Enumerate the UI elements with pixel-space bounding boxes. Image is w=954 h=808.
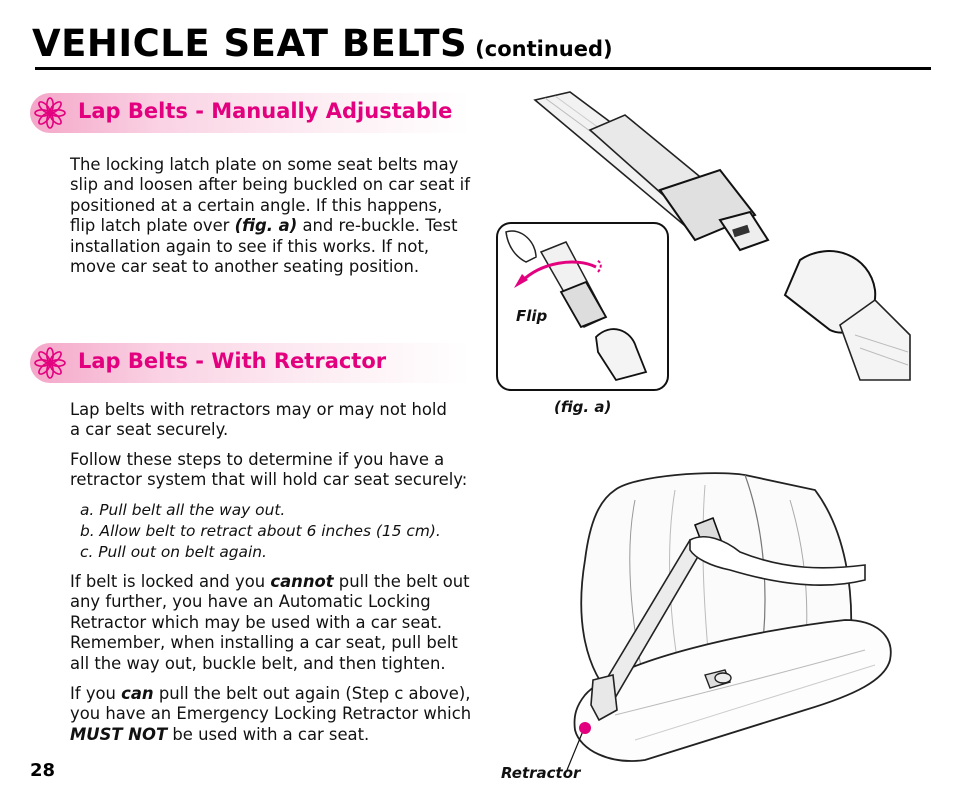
text-run: pull the belt out	[333, 572, 470, 591]
emphasis-can: can	[121, 684, 154, 703]
title-continued: (continued)	[475, 37, 613, 61]
text-line	[70, 572, 470, 592]
text-line: a car seat securely.	[70, 420, 229, 440]
text-run: If belt is locked and you	[70, 572, 271, 591]
retractor-label: Retractor	[501, 764, 581, 782]
step-a: a. Pull belt all the way out.	[80, 501, 286, 519]
retractor-paragraph-2	[70, 450, 467, 491]
text-line: The locking latch plate on some seat belts may	[70, 155, 459, 174]
flower-icon	[34, 97, 66, 129]
page-number: 28	[30, 760, 56, 781]
retractor-paragraph-1	[70, 400, 447, 441]
text-line: you have an Emergency Locking Retractor which	[70, 704, 472, 724]
text-line: installation again to see if this works. If not,	[70, 236, 430, 256]
title-text: VEHICLE SEAT BELTS	[32, 22, 468, 65]
text-line: Remember, when installing a car seat, pull belt	[70, 633, 458, 653]
text-line	[70, 684, 471, 704]
fig-reference: (fig. a)	[234, 216, 298, 236]
section-heading-retractor: Lap Belts - With Retractor	[78, 349, 387, 373]
text-line	[70, 725, 471, 745]
fig-a-caption: (fig. a)	[554, 398, 612, 416]
flip-label: Flip	[516, 307, 548, 325]
text-line: Follow these steps to determine if you have a	[70, 450, 445, 469]
text-line: positioned at a certain angle. If this happens,	[70, 195, 443, 215]
step-c: c. Pull out on belt again.	[80, 543, 267, 561]
retractor-paragraph-3	[70, 572, 470, 674]
vehicle-seat-illustration	[555, 470, 925, 770]
page-title	[32, 22, 613, 65]
title-rule	[35, 67, 931, 70]
section-header-manual	[30, 93, 470, 133]
text-line: retractor system that will hold car seat securely:	[70, 470, 468, 490]
text-run: If you	[70, 684, 122, 703]
section-heading-manual: Lap Belts - Manually Adjustable	[78, 99, 453, 123]
text-run: pull the belt out again (Step c above),	[153, 684, 471, 703]
text-line: move car seat to another seating position.	[70, 257, 420, 277]
retractor-paragraph-4	[70, 684, 471, 745]
text-line: slip and loosen after being buckled on car seat if	[70, 175, 470, 195]
text-run: flip latch plate over	[70, 216, 235, 236]
emphasis-cannot: cannot	[270, 572, 334, 591]
steps-list	[80, 500, 441, 563]
text-line	[70, 216, 470, 236]
section-header-retractor	[30, 343, 470, 383]
manual-paragraph	[70, 155, 470, 277]
text-line: Retractor which may be used with a car seat.	[70, 612, 443, 632]
step-b: b. Allow belt to retract about 6 inches (15 cm).	[80, 522, 441, 540]
text-run: be used with a car seat.	[167, 724, 370, 744]
emphasis-must-not: MUST NOT	[70, 724, 168, 744]
text-run: and re-buckle. Test	[297, 216, 458, 236]
text-line: all the way out, buckle belt, and then tighten.	[70, 653, 446, 673]
text-line: Lap belts with retractors may or may not hold	[70, 400, 447, 419]
text-line: any further, you have an Automatic Locking	[70, 592, 431, 612]
flower-icon	[34, 347, 66, 379]
